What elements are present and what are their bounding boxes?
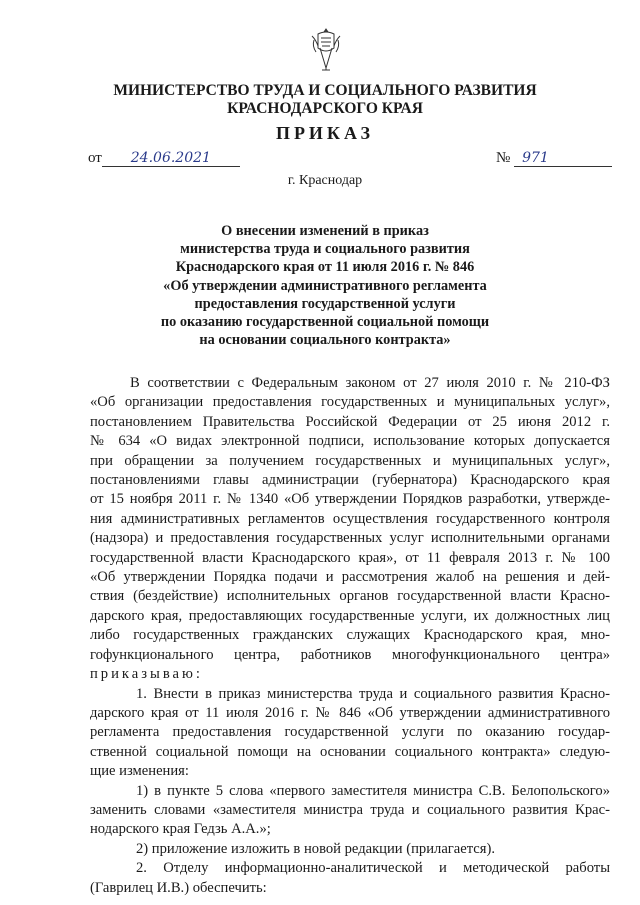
order-title: ПРИКАЗ	[275, 123, 375, 143]
title-line: Краснодарского края от 11 июля 2016 г. № 846	[175, 259, 475, 276]
body-line: заменить словами «заместителя министра труда и социального развития Крас-	[90, 801, 610, 818]
body-line: (надзора) и предоставления государственных услуг исполнительными органами	[90, 530, 610, 547]
order-subject-title	[70, 222, 580, 349]
body-line: 2. Отделу информационно-аналитической и методической работы	[136, 860, 610, 877]
body-line: В соответствии с Федеральным законом от 27 июля 2010 г. № 210-ФЗ	[130, 375, 610, 391]
body-line: ствия (бездействие) исполнительных органов государственной власти Красно-	[90, 588, 610, 605]
body-line: ния административных регламентов осуществления государственного контроля	[90, 510, 610, 527]
body-line: при обращении за получением государственных и муниципальных услуг»,	[90, 452, 610, 469]
number-value: 971	[514, 150, 612, 167]
ministry-name	[60, 82, 590, 118]
order-number	[496, 150, 612, 167]
body-line: дарского края от 11 июля 2016 г. № 846 «Об утверждении административного	[90, 704, 610, 721]
body-line: либо государственных гражданских служащих Краснодарского края, мно-	[90, 627, 610, 644]
body-line-decree: приказываю:	[90, 666, 203, 683]
order-date	[88, 150, 240, 167]
body-line: постановлениями главы администрации (губернатора) Краснодарского края	[90, 472, 610, 489]
body-line: 1) в пункте 5 слова «первого заместителя министра С.В. Белопольского»	[136, 782, 610, 799]
city: г. Краснодар	[287, 173, 363, 188]
number-prefix: №	[496, 150, 511, 166]
body-line: № 634 «О видах электронной подписи, использование которых допускается	[90, 433, 610, 450]
title-line: на основании социального контракта»	[199, 332, 451, 349]
body-line: «Об организации предоставления государственных и муниципальных услуг»,	[90, 394, 610, 411]
body-line: щие изменения:	[90, 763, 189, 780]
body-line: 1. Внести в приказ министерства труда и социального развития Красно-	[136, 685, 610, 702]
title-line: О внесении изменений в приказ	[221, 223, 429, 239]
title-line: «Об утверждении административного регламента	[163, 277, 487, 294]
ministry-line-2: КРАСНОДАРСКОГО КРАЯ	[227, 100, 423, 117]
body-line: от 15 ноября 2011 г. № 1340 «Об утверждении Порядков разработки, утвержде-	[90, 491, 610, 508]
body-line: государственной власти Краснодарского края», от 11 февраля 2013 г. № 100	[90, 549, 610, 566]
body-line: регламента предоставления государственной услуги по оказанию государ-	[90, 724, 610, 741]
body-line: дарского края, предоставляющих государственные услуги, их должностных лиц	[90, 607, 610, 624]
body-line: нодарского края Гедзь А.А.»;	[90, 821, 271, 838]
body-line: постановлением Правительства Российской Федерации от 25 июня 2012 г.	[90, 413, 610, 430]
body-line: «Об утверждении Порядка подачи и рассмотрения жалоб на решения и дей-	[90, 569, 610, 586]
body-line: гофункционального центра, работников многофункционального центра»	[90, 646, 610, 663]
body-line: 2) приложение изложить в новой редакции (прилагается).	[136, 840, 495, 857]
order-body	[90, 374, 610, 898]
date-value: 24.06.2021	[102, 150, 240, 167]
title-line: предоставления государственной услуги	[194, 295, 456, 312]
ministry-line-1: МИНИСТЕРСТВО ТРУДА И СОЦИАЛЬНОГО РАЗВИТИЯ	[113, 82, 537, 99]
date-prefix: от	[88, 150, 102, 166]
coat-of-arms-icon	[308, 26, 344, 72]
body-line: ственной социальной помощи на основании социального контракта» следую-	[90, 743, 610, 760]
title-line: по оказанию государственной социальной помощи	[160, 314, 490, 331]
body-line: (Гаврилец И.В.) обеспечить:	[90, 879, 267, 896]
title-line: министерства труда и социального развития	[180, 241, 470, 258]
